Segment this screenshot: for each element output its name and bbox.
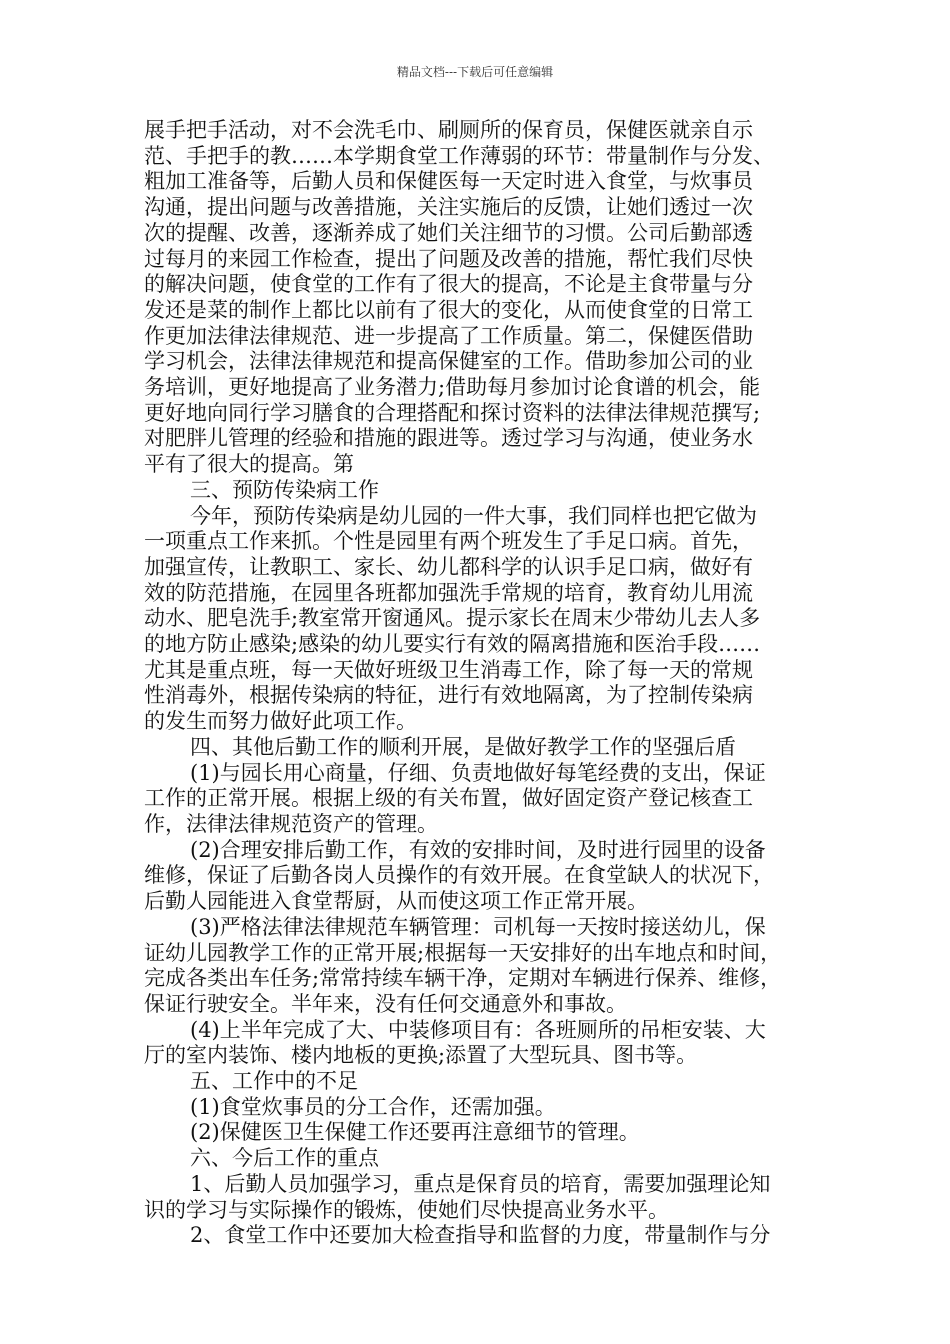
text-line: 粗加工准备等，后勤人员和保健医每一天定时进入食堂，与炊事员 [144, 169, 753, 194]
text-line: 对肥胖儿管理的经验和措施的跟进等。透过学习与沟通，使业务水 [144, 426, 753, 451]
text-line: (1)食堂炊事员的分工合作，还需加强。 [190, 1094, 556, 1119]
text-line: 识的学习与实际操作的锻炼，使她们尽快提高业务水平。 [144, 1197, 669, 1222]
text-line: 工作的正常开展。根据上级的有关布置，做好固定资产登记核查工 [144, 786, 753, 811]
text-line: 学习机会，法律法律规范和提高保健室的工作。借助参加公司的业 [144, 349, 753, 374]
text-line: 作，法律法律规范资产的管理。 [144, 811, 438, 836]
text-line: 四、其他后勤工作的顺利开展，是做好教学工作的坚强后盾 [190, 734, 736, 759]
text-line: 动水、肥皂洗手;教室常开窗通风。提示家长在周末少带幼儿去人多 [144, 606, 761, 631]
text-line: 的地方防止感染;感染的幼儿要实行有效的隔离措施和医治手段…… [144, 632, 761, 657]
text-line: (2)合理安排后勤工作，有效的安排时间，及时进行园里的设备 [190, 837, 766, 862]
text-line: 三、预防传染病工作 [190, 477, 379, 502]
text-line: 次的提醒、改善，逐渐养成了她们关注细节的习惯。公司后勤部透 [144, 220, 753, 245]
page-header: 精品文档---下载后可任意编辑 [396, 65, 554, 79]
text-line: 加强宣传，让教职工、家长、幼儿都科学的认识手足口病，做好有 [144, 554, 753, 579]
text-line: 效的防范措施，在园里各班都加强洗手常规的培育，教育幼儿用流 [144, 580, 753, 605]
text-line: 厅的室内装饰、楼内地板的更换;添置了大型玩具、图书等。 [144, 1043, 698, 1068]
text-line: 六、今后工作的重点 [190, 1146, 379, 1171]
text-line: 平有了很大的提高。第 [144, 452, 354, 477]
text-line: (4)上半年完成了大、中装修项目有：各班厕所的吊柜安装、大 [190, 1017, 766, 1042]
text-line: 作更加法律法律规范、进一步提高了工作质量。第二，保健医借助 [144, 323, 753, 348]
text-line: 证幼儿园教学工作的正常开展;根据每一天安排好的出车地点和时间， [144, 940, 782, 965]
text-line: 保证行驶安全。半年来，没有任何交通意外和事故。 [144, 991, 627, 1016]
text-line: 1、后勤人员加强学习，重点是保育员的培育，需要加强理论知 [190, 1171, 771, 1196]
text-line: (3)严格法律法律规范车辆管理：司机每一天按时接送幼儿，保 [190, 914, 766, 939]
text-line: 完成各类出车任务;常常持续车辆干净，定期对车辆进行保养、维修， [144, 966, 782, 991]
text-line: 今年，预防传染病是幼儿园的一件大事，我们同样也把它做为 [190, 503, 757, 528]
text-line: 更好地向同行学习膳食的合理搭配和探讨资料的法律法律规范撰写; [144, 400, 761, 425]
text-line: 沟通，提出问题与改善措施，关注实施后的反馈，让她们透过一次 [144, 195, 753, 220]
document-body [144, 118, 810, 1249]
text-line: 一项重点工作来抓。个性是园里有两个班发生了手足口病。首先， [144, 529, 753, 554]
text-line: (1)与园长用心商量，仔细、负责地做好每笔经费的支出，保证 [190, 760, 766, 785]
text-line: 的发生而努力做好此项工作。 [144, 709, 417, 734]
text-line: 性消毒外，根据传染病的特征，进行有效地隔离，为了控制传染病 [144, 683, 753, 708]
text-line: 维修，保证了后勤各岗人员操作的有效开展。在食堂缺人的状况下， [144, 863, 774, 888]
text-line: 发还是菜的制作上都比以前有了很大的变化，从而使食堂的日常工 [144, 297, 753, 322]
text-line: 务培训，更好地提高了业务潜力;借助每月参加讨论食谱的机会，能 [144, 375, 761, 400]
text-line: (2)保健医卫生保健工作还要再注意细节的管理。 [190, 1120, 640, 1145]
text-line: 2、食堂工作中还要加大检查指导和监督的力度，带量制作与分 [190, 1223, 771, 1248]
text-line: 范、手把手的教……本学期食堂工作薄弱的环节：带量制作与分发、 [144, 143, 774, 168]
text-line: 后勤人园能进入食堂帮厨，从而使这项工作正常开展。 [144, 889, 648, 914]
text-line: 五、工作中的不足 [190, 1069, 358, 1094]
text-line: 尤其是重点班，每一天做好班级卫生消毒工作，除了每一天的常规 [144, 657, 753, 682]
text-line: 展手把手活动，对不会洗毛巾、刷厕所的保育员，保健医就亲自示 [144, 118, 753, 142]
text-line: 过每月的来园工作检查，提出了问题及改善的措施，帮忙我们尽快 [144, 246, 753, 271]
text-line: 的解决问题，使食堂的工作有了很大的提高，不论是主食带量与分 [144, 272, 753, 297]
